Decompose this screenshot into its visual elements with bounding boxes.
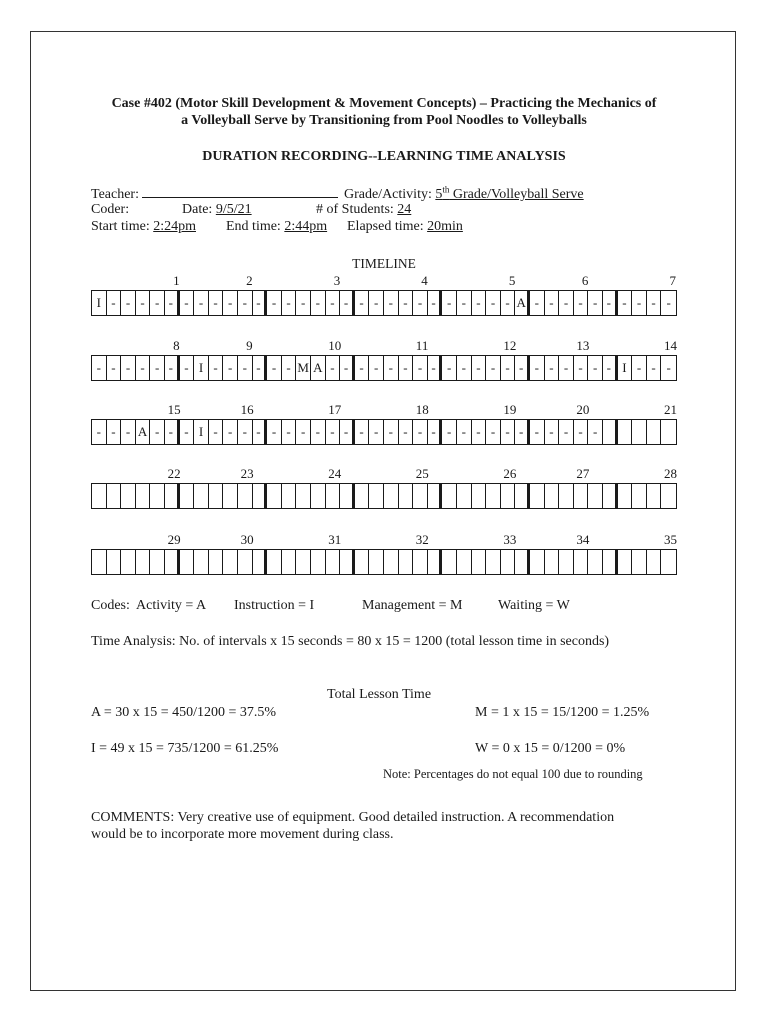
timeline-cell: I <box>618 356 633 380</box>
code-activity: Activity = A <box>136 598 207 613</box>
interval-number: 6 <box>581 273 589 288</box>
interval-number: 22 <box>167 466 181 481</box>
timeline-cell <box>209 484 224 508</box>
timeline-cell <box>209 550 224 574</box>
timeline-cell: - <box>150 356 165 380</box>
timeline-cell: - <box>165 420 180 444</box>
timeline-cell: - <box>107 356 122 380</box>
timeline-cell <box>618 420 633 444</box>
timeline-cell <box>413 484 428 508</box>
interval-number: 35 <box>664 532 677 547</box>
timeline-cell <box>296 484 311 508</box>
timeline-cell <box>121 484 136 508</box>
code-instruction: Instruction = I <box>234 598 315 613</box>
timeline-cell: - <box>399 420 414 444</box>
comments-line-2: would be to incorporate more movement during class. <box>91 827 394 842</box>
interval-number: 13 <box>576 338 590 353</box>
activity-calc: A = 30 x 15 = 450/1200 = 37.5% <box>91 705 277 720</box>
timeline-cell <box>340 484 355 508</box>
code-waiting: Waiting = W <box>498 598 570 613</box>
timeline-cell <box>647 484 662 508</box>
timeline-cell: - <box>326 356 341 380</box>
date-field: Date: 9/5/21 <box>182 202 252 217</box>
timeline-cell: - <box>136 291 151 315</box>
timeline-cell: - <box>340 291 355 315</box>
interval-number: 31 <box>328 532 342 547</box>
timeline-cell <box>296 550 311 574</box>
interval-number: 14 <box>664 338 677 353</box>
timeline-cell <box>165 550 180 574</box>
timeline-cell <box>574 484 589 508</box>
timeline-cell <box>618 550 633 574</box>
timeline-cell: - <box>588 291 603 315</box>
timeline-cell: - <box>588 420 603 444</box>
interval-number: 29 <box>167 532 181 547</box>
timeline-cell <box>661 420 676 444</box>
timeline-cell: I <box>92 291 107 315</box>
timeline-cell <box>355 484 370 508</box>
timeline-cell <box>472 484 487 508</box>
timeline-cell: - <box>574 291 589 315</box>
timeline-cell: - <box>472 356 487 380</box>
timeline-cell: - <box>666 360 671 375</box>
timeline-cell: - <box>559 420 574 444</box>
timeline-cell: - <box>530 291 545 315</box>
timeline-cell: - <box>666 295 671 310</box>
timeline-cell <box>428 484 443 508</box>
timeline-cell: - <box>92 420 107 444</box>
timeline-cell: - <box>267 356 282 380</box>
management-calc: M = 1 x 15 = 15/1200 = 1.25% <box>475 705 650 720</box>
timeline-cell: - <box>238 356 253 380</box>
timeline-cell: - <box>150 291 165 315</box>
timeline-cell: - <box>355 356 370 380</box>
timeline-cell: - <box>223 420 238 444</box>
timeline-cell <box>603 550 618 574</box>
timeline-cell: - <box>107 291 122 315</box>
timeline-cell: - <box>632 356 647 380</box>
interval-number: 28 <box>664 466 677 481</box>
timeline-cell: - <box>384 291 399 315</box>
timeline-cell: - <box>530 420 545 444</box>
timeline-cell: - <box>107 420 122 444</box>
timeline-cell: - <box>501 291 516 315</box>
timeline-cell: - <box>472 420 487 444</box>
teacher-label: Teacher: <box>91 187 139 202</box>
timeline-cell: - <box>369 356 384 380</box>
timeline-cell: - <box>545 291 560 315</box>
timeline-cell <box>267 550 282 574</box>
interval-number: 10 <box>328 338 342 353</box>
timeline-cell: - <box>603 356 618 380</box>
interval-number: 30 <box>240 532 254 547</box>
timeline-cell: - <box>399 356 414 380</box>
timeline-cell <box>107 484 122 508</box>
timeline-cell <box>311 550 326 574</box>
timeline-cell <box>559 550 574 574</box>
timeline-cell: - <box>267 291 282 315</box>
timeline-cell: - <box>545 356 560 380</box>
timeline-cell: - <box>574 420 589 444</box>
timeline-cell <box>413 550 428 574</box>
interval-number: 20 <box>576 402 590 417</box>
instruction-calc: I = 49 x 15 = 735/1200 = 61.25% <box>91 741 279 756</box>
comments-line-1: COMMENTS: Very creative use of equipment. Good detailed instruction. A recommendation <box>91 810 615 825</box>
interval-number: 16 <box>240 402 254 417</box>
timeline-cell: - <box>282 420 297 444</box>
timeline-cell: - <box>326 420 341 444</box>
timeline-cell: - <box>180 356 195 380</box>
rounding-note: Note: Percentages do not equal 100 due to rounding <box>383 767 643 781</box>
timeline-cell: - <box>238 291 253 315</box>
interval-number: 12 <box>503 338 517 353</box>
timeline-cell: - <box>442 291 457 315</box>
timeline-cell <box>501 484 516 508</box>
timeline-cell: I <box>194 356 209 380</box>
timeline-cell <box>530 550 545 574</box>
timeline-cell <box>194 484 209 508</box>
timeline-cell: - <box>369 291 384 315</box>
timeline-cell <box>618 484 633 508</box>
interval-number: 19 <box>503 402 517 417</box>
section-heading: DURATION RECORDING--LEARNING TIME ANALYSIS <box>202 149 566 164</box>
timeline-cell <box>588 484 603 508</box>
timeline-cell <box>603 484 618 508</box>
timeline-cell: - <box>253 291 268 315</box>
interval-number: 33 <box>503 532 517 547</box>
timeline-cell <box>92 484 107 508</box>
timeline-cell: - <box>428 356 443 380</box>
timeline-cell <box>369 550 384 574</box>
timeline-cell: - <box>486 356 501 380</box>
timeline-cell: - <box>296 291 311 315</box>
timeline-cell: - <box>296 420 311 444</box>
timeline-cell <box>515 484 530 508</box>
timeline-cell: - <box>282 356 297 380</box>
interval-number: 27 <box>576 466 590 481</box>
timeline-title: TIMELINE <box>352 256 416 271</box>
timeline-cell <box>515 550 530 574</box>
timeline-cell <box>107 550 122 574</box>
timeline-cell: - <box>384 356 399 380</box>
interval-number: 32 <box>415 532 429 547</box>
timeline-cell <box>588 550 603 574</box>
timeline-cell: I <box>194 420 209 444</box>
interval-number: 2 <box>246 273 253 288</box>
timeline-cell: - <box>165 356 180 380</box>
timeline-row <box>91 290 677 316</box>
timeline-cell: A <box>515 291 530 315</box>
timeline-cell: - <box>486 291 501 315</box>
interval-number: 8 <box>173 338 180 353</box>
interval-number: 24 <box>328 466 342 481</box>
timeline-cell: - <box>486 420 501 444</box>
timeline-cell <box>150 484 165 508</box>
timeline-cell: - <box>384 420 399 444</box>
timeline-cell <box>442 550 457 574</box>
timeline-cell: - <box>559 356 574 380</box>
timeline-cell <box>194 550 209 574</box>
timeline-cell <box>355 550 370 574</box>
timeline-cell <box>238 550 253 574</box>
timeline-cell <box>632 420 647 444</box>
timeline-cell: - <box>311 291 326 315</box>
timeline-cell: - <box>209 420 224 444</box>
timeline-cell <box>326 484 341 508</box>
interval-number: 23 <box>240 466 254 481</box>
timeline-cell: - <box>457 420 472 444</box>
timeline-cell <box>632 550 647 574</box>
timeline-cell: - <box>238 420 253 444</box>
timeline-cell <box>267 484 282 508</box>
interval-number: 5 <box>508 273 516 288</box>
timeline-cell: A <box>311 356 326 380</box>
timeline-cell: - <box>165 291 180 315</box>
timeline-cell: - <box>530 356 545 380</box>
interval-number: 25 <box>415 466 429 481</box>
timeline-cell <box>311 484 326 508</box>
elapsed-field: Elapsed time: 20min <box>347 219 463 234</box>
timeline-cell: - <box>121 356 136 380</box>
timeline-cell: - <box>442 420 457 444</box>
timeline-cell: - <box>194 291 209 315</box>
timeline-cell: - <box>545 420 560 444</box>
interval-number: 9 <box>246 338 253 353</box>
timeline-cell: - <box>223 356 238 380</box>
timeline-cell: - <box>340 356 355 380</box>
timeline-cell: - <box>442 356 457 380</box>
timeline-cell <box>150 550 165 574</box>
timeline-cell: - <box>282 291 297 315</box>
timeline-cell <box>223 550 238 574</box>
students-field: # of Students: 24 <box>316 202 412 217</box>
interval-number: 3 <box>333 273 341 288</box>
timeline-cell <box>545 550 560 574</box>
grade-label: Grade/Activity: <box>343 187 432 202</box>
interval-number: 1 <box>173 273 180 288</box>
codes-label: Codes: <box>91 598 130 613</box>
timeline-row <box>91 549 677 575</box>
timeline-cell: - <box>150 420 165 444</box>
start-field: Start time: 2:24pm <box>91 219 196 234</box>
timeline-cell: - <box>369 420 384 444</box>
timeline-cell <box>326 550 341 574</box>
timeline-row <box>91 483 677 509</box>
timeline-cell: - <box>647 291 662 315</box>
timeline-cell <box>661 484 676 508</box>
timeline-cell <box>574 550 589 574</box>
interval-number: 34 <box>576 532 590 547</box>
interval-number: 21 <box>664 402 677 417</box>
timeline-cell: - <box>501 420 516 444</box>
timeline-cell: - <box>92 356 107 380</box>
timeline-cell: - <box>574 356 589 380</box>
timeline-cell: - <box>428 420 443 444</box>
timeline-cell <box>428 550 443 574</box>
timeline-cell: - <box>501 356 516 380</box>
timeline-cell <box>457 484 472 508</box>
interval-number: 7 <box>669 273 676 288</box>
interval-number: 26 <box>503 466 517 481</box>
timeline-cell: M <box>296 356 311 380</box>
timeline-cell: - <box>180 291 195 315</box>
timeline-cell <box>136 484 151 508</box>
timeline-cell: - <box>413 420 428 444</box>
title-line-1: Case #402 (Motor Skill Development & Movement Concepts) – Practicing the Mechanics of <box>111 96 657 111</box>
timeline-cell: - <box>209 356 224 380</box>
timeline-cell: - <box>399 291 414 315</box>
timeline-cell: - <box>515 356 530 380</box>
timeline-cell <box>647 550 662 574</box>
timeline-cell: - <box>647 356 662 380</box>
time-analysis-line: Time Analysis: No. of intervals x 15 seconds = 80 x 15 = 1200 (total lesson time in seconds) <box>91 634 610 649</box>
timeline-cell <box>253 550 268 574</box>
timeline-cell: - <box>253 356 268 380</box>
timeline-cell: - <box>355 291 370 315</box>
timeline-cell: - <box>618 291 633 315</box>
timeline-cell: - <box>326 291 341 315</box>
grade-value: 5th Grade/Volleyball Serve <box>435 184 584 202</box>
timeline-cell: - <box>428 291 443 315</box>
timeline-cell: - <box>457 291 472 315</box>
timeline-cell: - <box>121 291 136 315</box>
timeline-cell: - <box>223 291 238 315</box>
timeline-cell <box>136 550 151 574</box>
timeline-cell: - <box>209 291 224 315</box>
timeline-cell <box>472 550 487 574</box>
coder-label: Coder: <box>91 202 130 217</box>
timeline-cell <box>647 420 662 444</box>
timeline-cell <box>457 550 472 574</box>
timeline-cell <box>282 550 297 574</box>
timeline-cell <box>486 550 501 574</box>
timeline-cell <box>253 484 268 508</box>
timeline-cell <box>545 484 560 508</box>
timeline-cell <box>632 484 647 508</box>
timeline-cell <box>384 550 399 574</box>
timeline-cell: - <box>340 420 355 444</box>
timeline-cell: - <box>603 291 618 315</box>
timeline-cell <box>442 484 457 508</box>
interval-number: 11 <box>415 338 429 353</box>
timeline-cell <box>282 484 297 508</box>
timeline-cell <box>530 484 545 508</box>
interval-number: 4 <box>421 273 428 288</box>
timeline-cell: - <box>267 420 282 444</box>
timeline-row <box>91 355 677 381</box>
timeline-cell <box>238 484 253 508</box>
timeline-cell: - <box>311 420 326 444</box>
timeline-cell: - <box>472 291 487 315</box>
timeline-cell: - <box>515 420 530 444</box>
timeline-cell: - <box>121 420 136 444</box>
timeline-cell: - <box>588 356 603 380</box>
waiting-calc: W = 0 x 15 = 0/1200 = 0% <box>475 741 626 756</box>
timeline-cell <box>165 484 180 508</box>
timeline-cell <box>223 484 238 508</box>
timeline-cell: - <box>559 291 574 315</box>
interval-number: 17 <box>328 402 342 417</box>
timeline-cell: - <box>180 420 195 444</box>
timeline-cell: - <box>413 291 428 315</box>
timeline-cell: - <box>457 356 472 380</box>
timeline-cell <box>661 550 676 574</box>
timeline-cell: - <box>355 420 370 444</box>
timeline-cell: - <box>632 291 647 315</box>
timeline-cell <box>92 550 107 574</box>
timeline-cell <box>340 550 355 574</box>
timeline-cell <box>501 550 516 574</box>
interval-number: 18 <box>415 402 429 417</box>
timeline-cell <box>399 550 414 574</box>
timeline-cell <box>559 484 574 508</box>
title-line-2: a Volleyball Serve by Transitioning from Pool Noodles to Volleyballs <box>181 113 587 128</box>
timeline-cell <box>180 550 195 574</box>
timeline-cell <box>399 484 414 508</box>
timeline-cell <box>121 550 136 574</box>
timeline-cell <box>486 484 501 508</box>
timeline-cell <box>180 484 195 508</box>
timeline-cell: - <box>136 356 151 380</box>
interval-number: 15 <box>167 402 181 417</box>
timeline-cell <box>603 420 618 444</box>
timeline-row <box>91 419 677 445</box>
timeline-cell <box>369 484 384 508</box>
timeline-cell: - <box>253 420 268 444</box>
code-management: Management = M <box>362 598 463 613</box>
timeline-cell: A <box>136 420 151 444</box>
end-field: End time: 2:44pm <box>226 219 328 234</box>
timeline-cell <box>384 484 399 508</box>
timeline-cell: - <box>413 356 428 380</box>
total-lesson-time-label: Total Lesson Time <box>327 687 432 702</box>
